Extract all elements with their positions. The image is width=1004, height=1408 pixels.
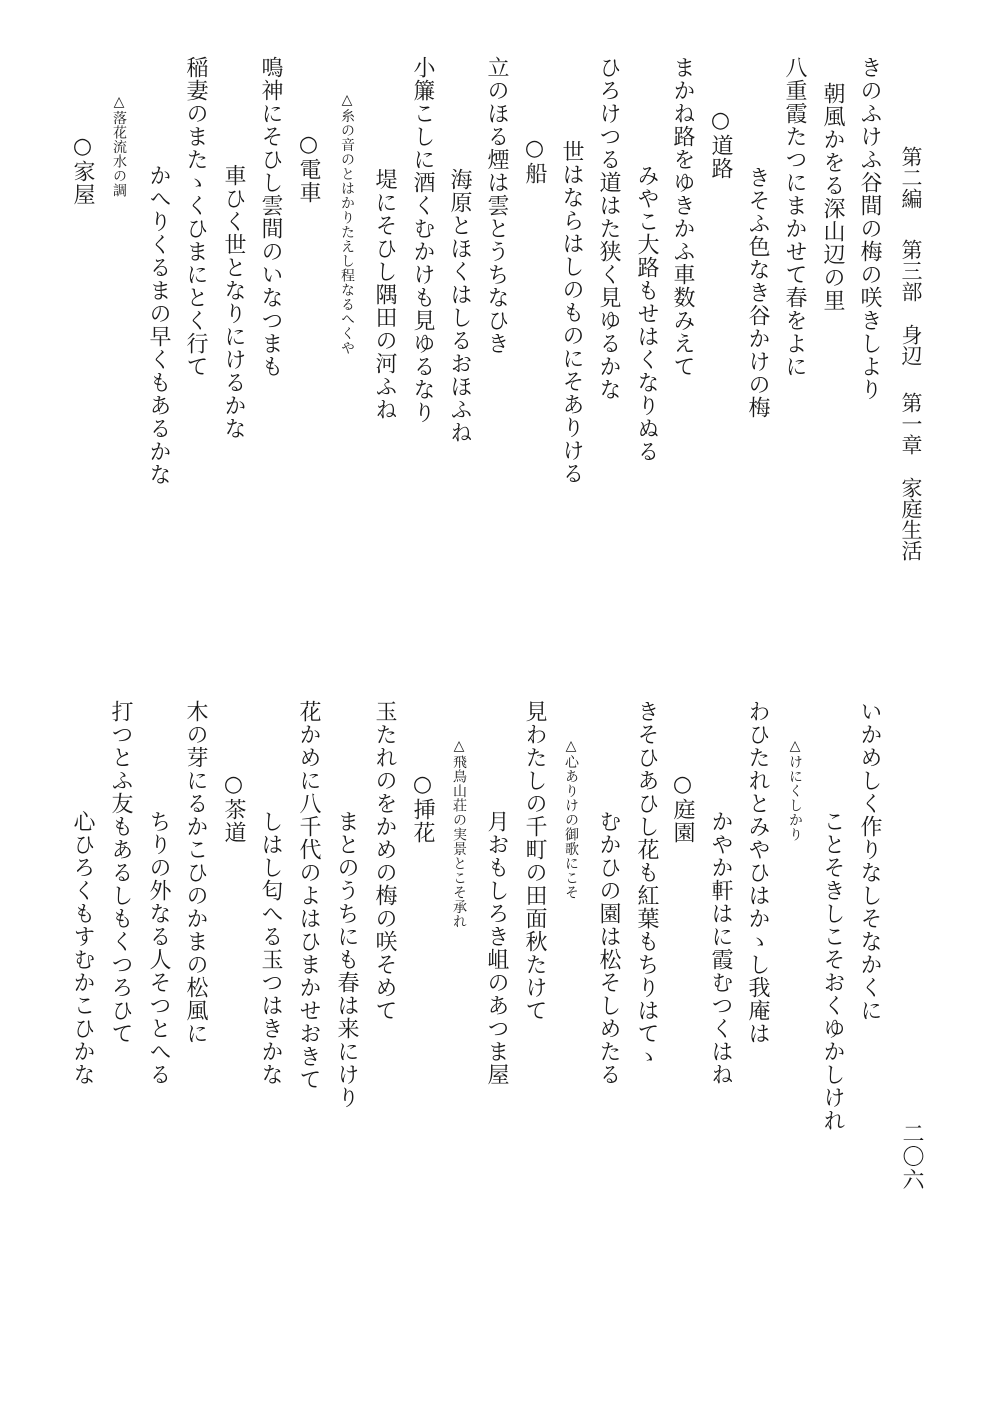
upper-line-9: 立のほる煙は雲とうちなひき [484,56,509,355]
lower-heading-tea: ○茶道 [221,772,246,844]
lower-line-16: 心ひろくもすむかこひかな [70,810,95,1086]
upper-line-6: みやこ大路もせはくなりぬる [634,164,659,463]
lower-line-9: 玉たれのをかめの梅の咲そめて [372,700,397,1022]
lower-heading-garden: ○庭園 [670,772,695,844]
upper-heading-train: ○電車 [296,132,321,204]
upper-line-2: 朝風かをる深山辺の里 [820,82,845,312]
upper-line-15: 稲妻のまたゝくひまにとく行て [183,56,208,378]
lower-line-12: しはし匂へる玉つはきかな [258,810,283,1086]
lower-line-14: ちりの外なる人そつとへる [146,810,171,1086]
upper-line-10: 海原とほくはしるおほふね [447,168,472,444]
upper-annotation-1: △糸の音のとはかりたえし程なるへくや [339,92,355,355]
header-part: 第二編 [899,146,923,209]
upper-line-7: ひろけつる道はた狭く見ゆるかな [596,56,621,401]
upper-heading-road: ○道路 [708,108,733,180]
lower-line-6: むかひの園は松そしめたる [596,810,621,1086]
upper-line-8: 世はならはしのものにそありける [559,140,584,485]
lower-line-11: 花かめに八千代のよはひまかせおきて [296,700,321,1091]
lower-line-3: わひたれとみやひはかゝし我庵は [745,700,770,1045]
lower-line-15: 打つとふ友もあるしもくつろひて [108,700,133,1045]
upper-heading-ship: ○船 [522,136,547,185]
header-subject: 身辺 [899,324,923,366]
page-number: 二〇六 [899,1122,924,1191]
lower-line-13: 木の芽にるかこひのかまの松風に [183,700,208,1045]
upper-line-14: 車ひく世となりにけるかな [221,164,246,440]
lower-annotation-1: △けにくしかり [787,738,803,842]
lower-line-7: 見わたしの千町の田面秋たけて [522,700,547,1022]
upper-line-16: かへりくるまの早くもあるかな [146,164,171,486]
lower-line-2: ことそきしこそおくゆかしけれ [820,810,845,1132]
header-chapter: 第一章 [899,392,923,455]
lower-annotation-2: △心ありけの御歌にこそ [563,738,579,900]
running-header [896,146,926,561]
lower-annotation-3: △飛鳥山荘の実景とこそ承れ [451,738,467,929]
lower-line-1: いかめしく作りなしそなかくに [857,700,882,1022]
header-division: 第三部 [899,239,923,302]
lower-line-8: 月おもしろき岨のあつま屋 [484,810,509,1086]
upper-line-3: 八重霞たつにまかせて春をよに [782,56,807,378]
upper-line-11: 小簾こしに酒くむかけも見ゆるなり [410,56,435,424]
upper-annotation-2: △落花流水の調 [111,94,127,198]
upper-heading-house: ○家屋 [70,134,95,206]
upper-line-12: 堤にそひし隅田の河ふね [372,168,397,421]
lower-line-4: かやか軒はに霞むつくはね [708,810,733,1086]
lower-line-10: まとのうちにも春は来にけり [334,810,359,1109]
upper-line-13: 鳴神にそひし雲間のいなつまも [258,56,283,378]
upper-line-1: きのふけふ谷間の梅の咲きしより [857,56,882,401]
upper-line-4: きそふ色なき谷かけの梅 [745,166,770,419]
lower-line-5: きそひあひし花も紅葉もちりはてゝ [634,700,659,1068]
upper-line-5: まかね路をゆきかふ車数みえて [670,56,695,378]
lower-heading-flower: ○挿花 [410,772,435,844]
header-chapter-title: 家庭生活 [899,477,923,561]
